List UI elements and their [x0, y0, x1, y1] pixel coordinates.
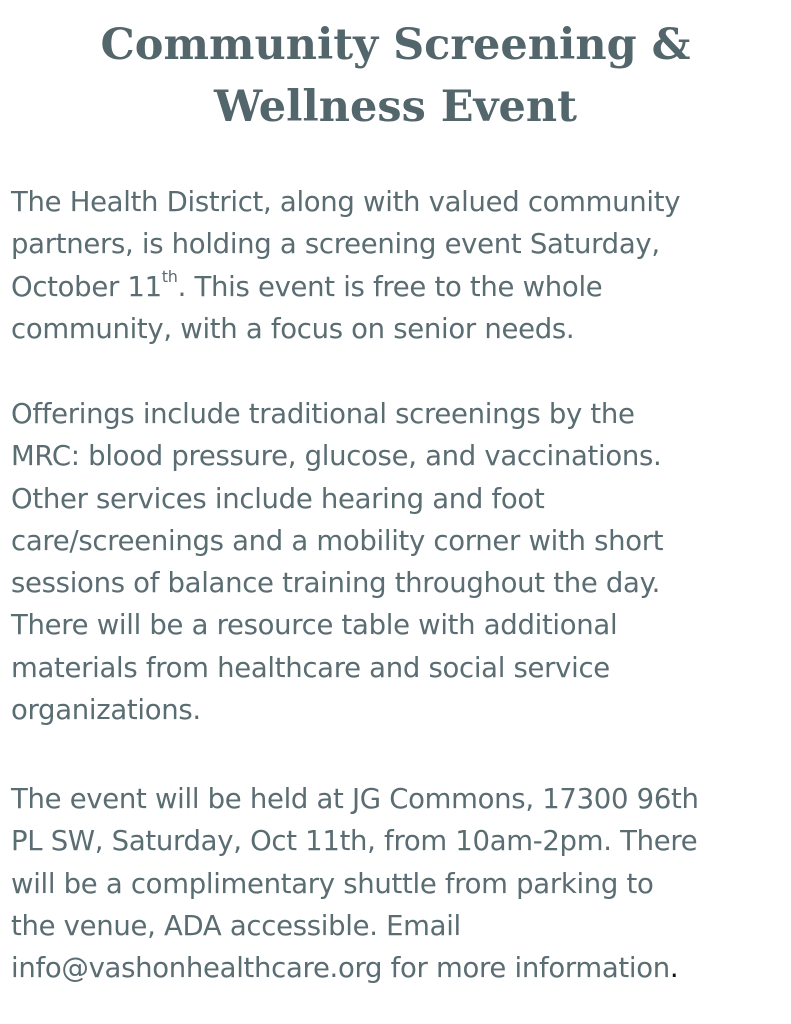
location-paragraph	[11, 778, 783, 989]
offerings-line-3: Other services include hearing and foot	[11, 482, 545, 515]
offerings-line-4: care/screenings and a mobility corner with short	[11, 524, 664, 557]
intro-line-2: partners, is holding a screening event Saturday,	[11, 228, 660, 261]
title-line-2: Wellness Event	[213, 82, 578, 132]
intro-line-3	[11, 266, 783, 308]
offerings-line-6: There will be a resource table with additional	[11, 609, 618, 642]
offerings-line-5: sessions of balance training throughout the day.	[11, 567, 661, 600]
event-date: October 11	[11, 270, 162, 303]
contact-email-sentence: info@vashonhealthcare.org for more information	[11, 952, 670, 985]
date-ordinal-suffix: th	[161, 267, 178, 287]
final-period: .	[669, 952, 679, 985]
offerings-line-7: materials from healthcare and social service	[11, 651, 610, 684]
offerings-line-2: MRC: blood pressure, glucose, and vaccinations.	[11, 440, 662, 473]
location-line-2: PL SW, Saturday, Oct 11th, from 10am-2pm. There	[11, 825, 698, 858]
offerings-line-1: Offerings include traditional screenings by the	[11, 398, 635, 430]
intro-line-1: The Health District, along with valued community	[11, 186, 681, 218]
intro-line-4: community, with a focus on senior needs.	[11, 312, 575, 345]
location-line-3: will be a complimentary shuttle from parking to	[11, 867, 654, 900]
intro-line-3-rest: . This event is free to the whole	[177, 270, 603, 303]
intro-paragraph	[11, 181, 783, 350]
location-line-4: the venue, ADA accessible. Email	[11, 909, 461, 942]
title-line-1: Community Screening &	[100, 20, 691, 70]
location-line-1: The event will be held at JG Commons, 17300 96th	[11, 783, 699, 815]
offerings-paragraph	[11, 393, 783, 731]
offerings-line-8: organizations.	[11, 694, 201, 727]
event-title	[0, 14, 791, 138]
location-line-5	[11, 947, 783, 989]
